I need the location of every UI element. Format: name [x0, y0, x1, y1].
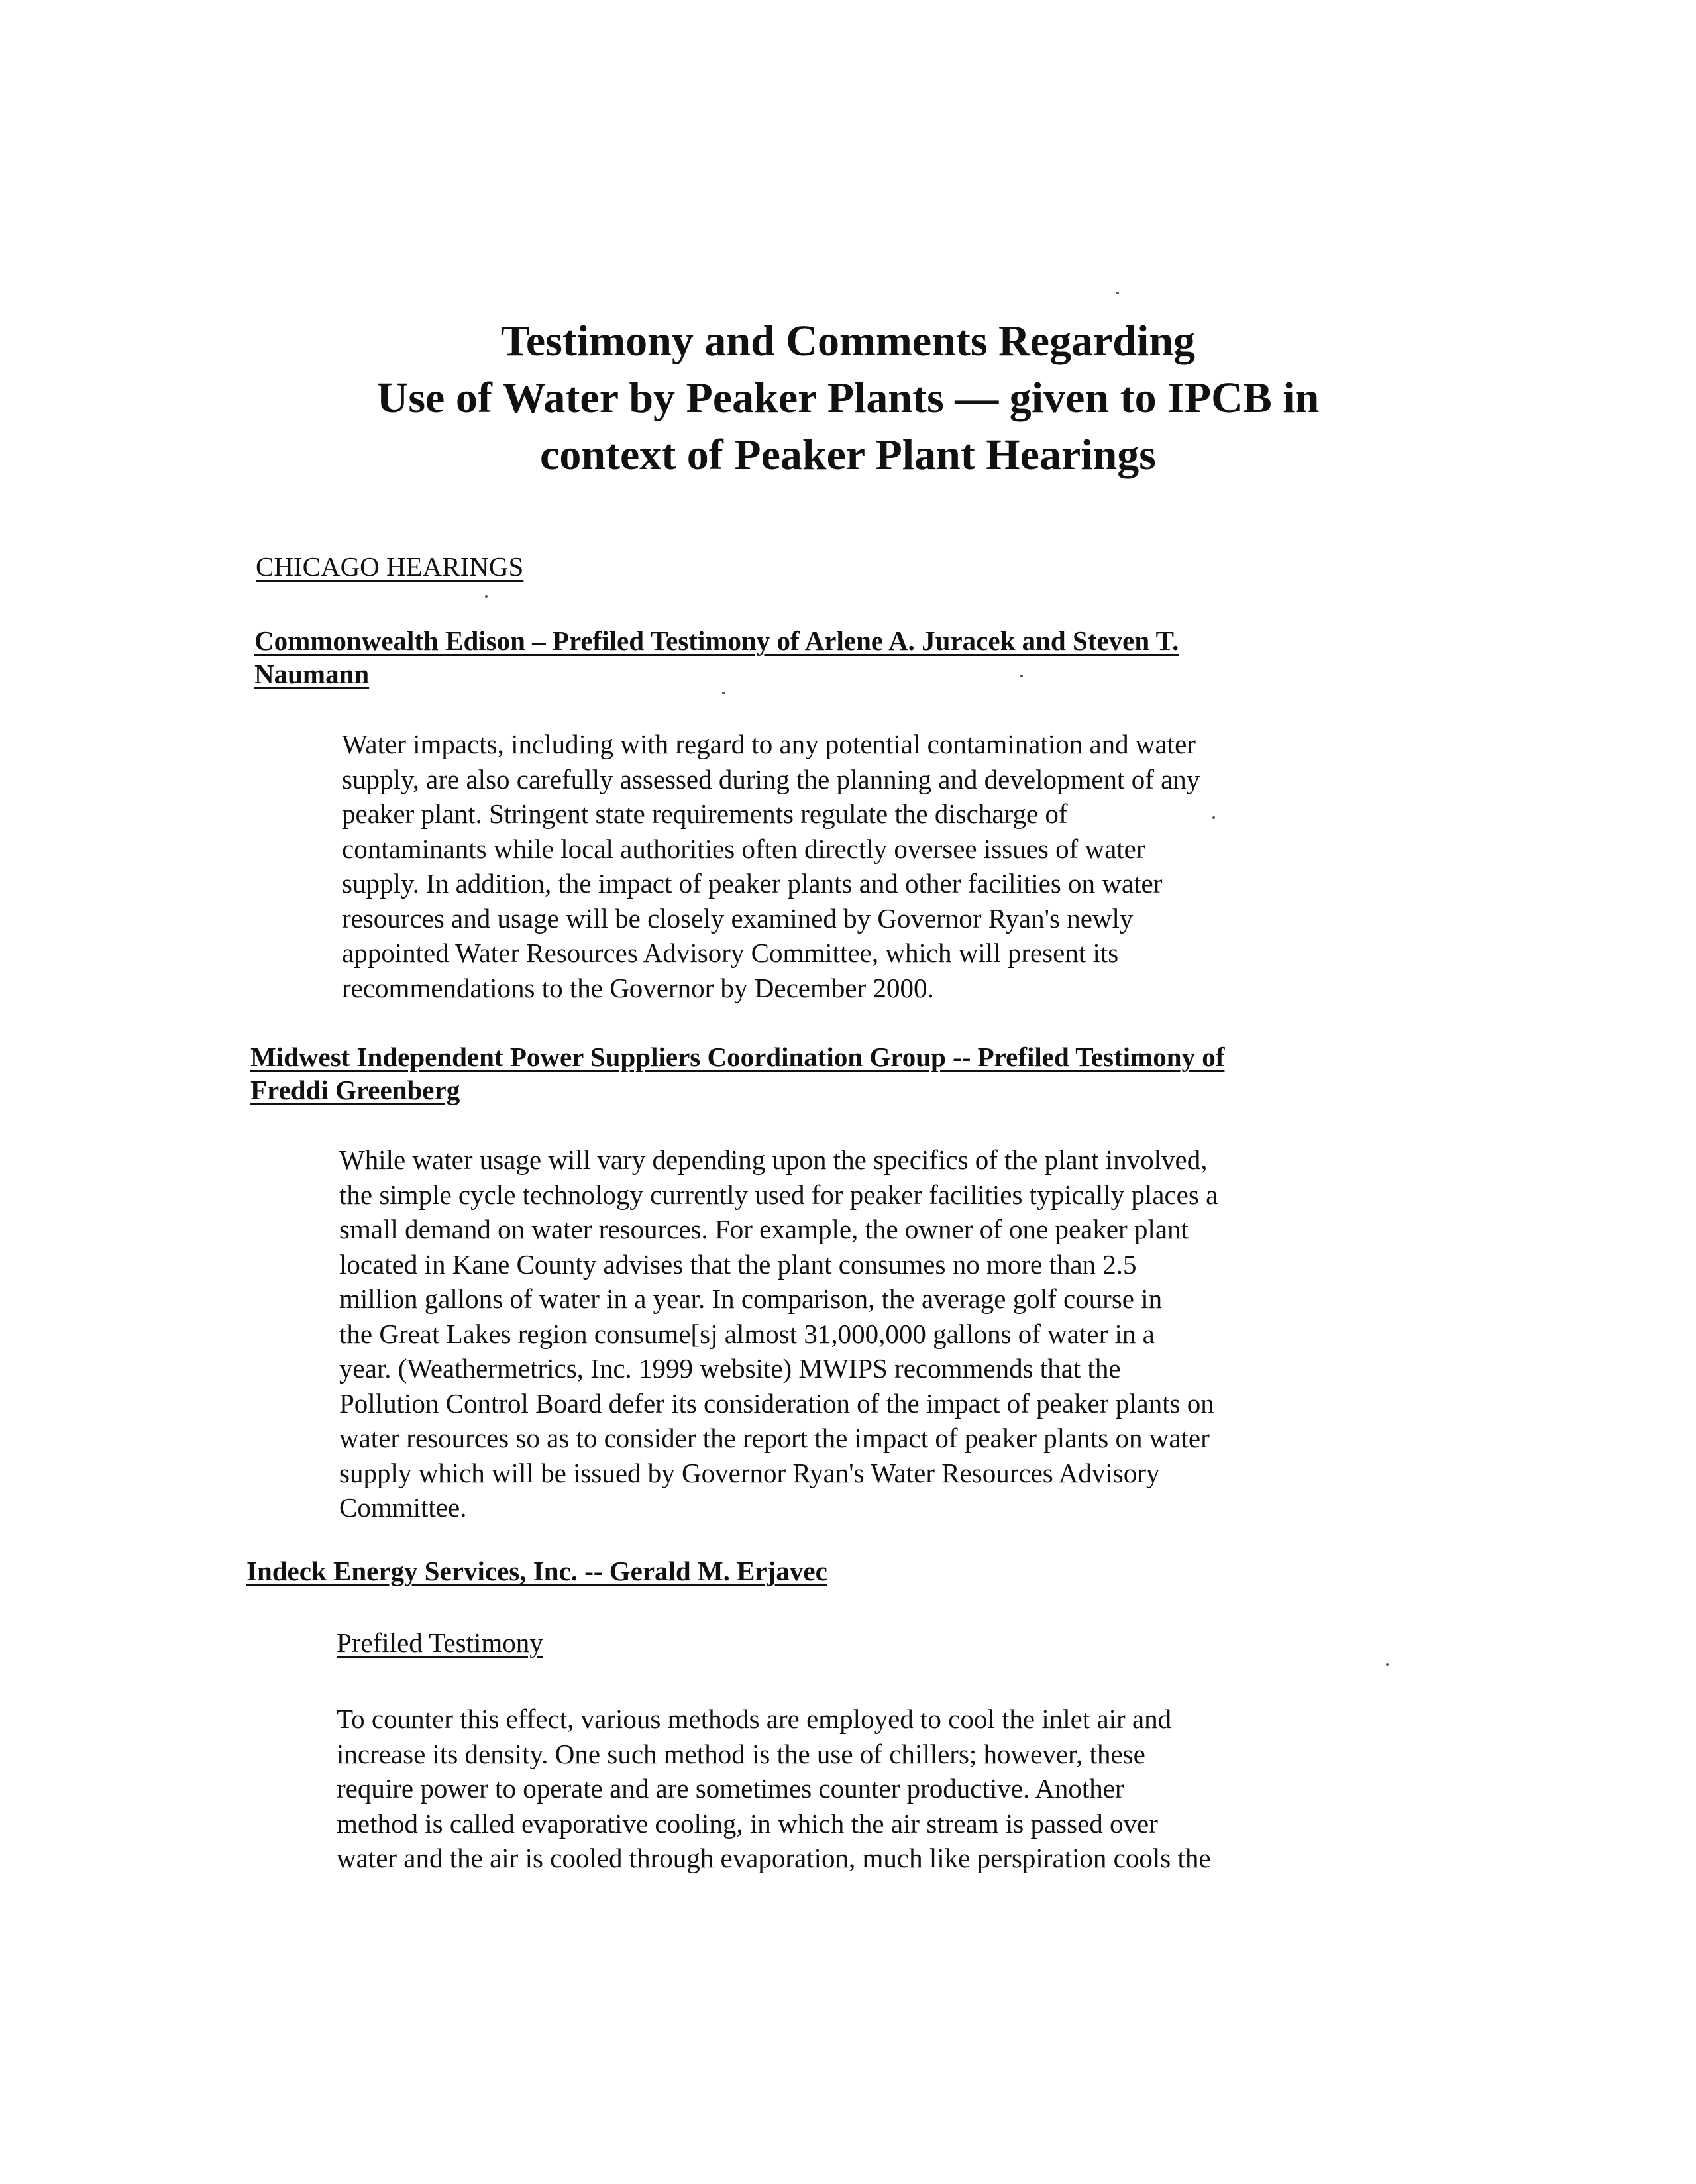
- scan-speck: [722, 692, 725, 694]
- midwest-para-line: located in Kane County advises that the plant consumes no more than 2.5: [339, 1248, 1137, 1280]
- midwest-para-line: year. (Weathermetrics, Inc. 1999 website) MWIPS recommends that the: [339, 1353, 1121, 1384]
- comed-para-line: appointed Water Resources Advisory Committee, which will present its: [342, 938, 1119, 968]
- comed-para-line: supply. In addition, the impact of peaker plants and other facilities on water: [342, 868, 1163, 899]
- midwest-para-line: the Great Lakes region consume[sj almost 31,000,000 gallons of water in a: [339, 1318, 1155, 1349]
- title-line-2: Use of Water by Peaker Plants — given to IPCB in: [376, 374, 1320, 422]
- midwest-paragraph: [339, 1142, 1218, 1525]
- midwest-para-line: water resources so as to consider the report the impact of peaker plants on water: [339, 1423, 1210, 1453]
- comed-para-line: contaminants while local authorities often directly oversee issues of water: [342, 833, 1145, 864]
- midwest-para-line: the simple cycle technology currently used for peaker facilities typically places a: [339, 1179, 1218, 1210]
- comed-para-line: peaker plant. Stringent state requirements regulate the discharge of: [342, 798, 1068, 829]
- section-heading-chicago: [256, 550, 523, 583]
- midwest-para-line: million gallons of water in a year. In comparison, the average golf course in: [339, 1283, 1163, 1314]
- comed-heading-line-1: Commonwealth Edison – Prefiled Testimony of Arlene A. Juracek and Steven T.: [254, 626, 1179, 656]
- title-line-3: context of Peaker Plant Hearings: [540, 431, 1156, 479]
- scan-speck: [485, 595, 488, 598]
- indeck-paragraph: [337, 1702, 1211, 1876]
- midwest-para-line: small demand on water resources. For example, the owner of one peaker plant: [339, 1214, 1189, 1244]
- indeck-subheading-text: Prefiled Testimony: [337, 1627, 543, 1658]
- midwest-para-line: Committee.: [339, 1492, 467, 1523]
- comed-para-line: resources and usage will be closely examined by Governor Ryan's newly: [342, 902, 1134, 934]
- indeck-para-line: increase its density. One such method is the use of chillers; however, these: [337, 1738, 1145, 1769]
- midwest-heading-line-2: Freddi Greenberg: [250, 1075, 460, 1105]
- indeck-subheading: [337, 1626, 543, 1659]
- comed-para-line: recommendations to the Governor by December 2000.: [342, 972, 934, 1003]
- comed-heading: [254, 624, 1179, 690]
- section-heading-text: CHICAGO HEARINGS: [256, 551, 524, 582]
- midwest-heading-line-1: Midwest Independent Power Suppliers Coordination Group -- Prefiled Testimony of: [250, 1042, 1225, 1072]
- title-line-1: Testimony and Comments Regarding: [500, 317, 1196, 365]
- comed-heading-line-2: Naumann: [254, 659, 370, 689]
- indeck-para-line: method is called evaporative cooling, in which the air stream is passed over: [337, 1808, 1158, 1839]
- midwest-para-line: While water usage will vary depending upon the specifics of the plant involved,: [339, 1144, 1208, 1175]
- comed-para-line: Water impacts, including with regard to any potential contamination and water: [342, 729, 1196, 759]
- indeck-heading: [246, 1555, 827, 1588]
- comed-paragraph: [342, 727, 1200, 1005]
- scan-speck: [1212, 816, 1215, 819]
- indeck-heading-text: Indeck Energy Services, Inc. -- Gerald M. Erjavec: [246, 1556, 827, 1586]
- indeck-para-line: To counter this effect, various methods are employed to cool the inlet air and: [337, 1704, 1172, 1734]
- midwest-para-line: Pollution Control Board defer its consideration of the impact of peaker plants on: [339, 1388, 1214, 1419]
- scan-speck: [1386, 1663, 1389, 1666]
- midwest-para-line: supply which will be issued by Governor Ryan's Water Resources Advisory: [339, 1457, 1160, 1488]
- midwest-heading: [250, 1040, 1224, 1107]
- indeck-para-line: require power to operate and are sometimes counter productive. Another: [337, 1773, 1124, 1804]
- comed-para-line: supply, are also carefully assessed during the planning and development of any: [342, 763, 1200, 794]
- scan-speck: [1116, 292, 1119, 294]
- document-title: [252, 313, 1444, 484]
- scan-speck: [1020, 675, 1023, 677]
- indeck-para-line: water and the air is cooled through evaporation, much like perspiration cools the: [337, 1843, 1211, 1873]
